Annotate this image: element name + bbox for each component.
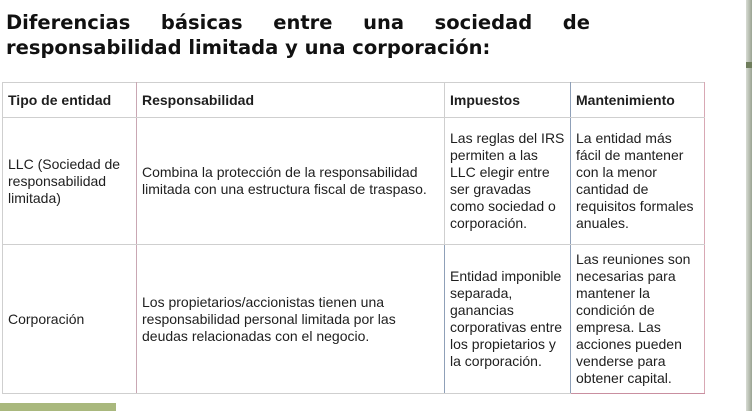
table-header-row (3, 83, 705, 118)
cell-mantenimiento-corporacion: Las reuniones son necesarias para mantener la condición de empresa. Las acciones pueden venderse para obtener capital. (571, 245, 705, 394)
title-line-1: Diferencias básicas entre una sociedad de (6, 11, 590, 34)
cell-tipo-corporacion: Corporación (3, 245, 137, 394)
comparison-table (2, 82, 705, 394)
cell-tipo-llc: LLC (Sociedad de responsabilidad limitada) (3, 118, 137, 245)
table-row (3, 118, 705, 245)
cell-impuestos-llc: Las reglas del IRS permiten a las LLC elegir entre ser gravadas como sociedad o corporación. (445, 118, 571, 245)
page-title (6, 10, 606, 60)
cell-responsabilidad-corporacion: Los propietarios/accionistas tienen una responsabilidad personal limitada por las deudas relacionadas con el negocio. (137, 245, 445, 394)
cell-mantenimiento-llc: La entidad más fácil de mantener con la menor cantidad de requisitos formales anuales. (571, 118, 705, 245)
table-row (3, 245, 705, 394)
cell-impuestos-corporacion: Entidad imponible separada, ganancias corporativas entre los propietarios y la corporación. (445, 245, 571, 394)
cell-responsabilidad-llc: Combina la protección de la responsabilidad limitada con una estructura fiscal de traspaso. (137, 118, 445, 245)
title-line-2: responsabilidad limitada y una corporación: (6, 36, 491, 59)
header-mantenimiento: Mantenimiento (571, 83, 705, 118)
header-tipo-de-entidad: Tipo de entidad (3, 83, 137, 118)
slide-edge-strip (746, 0, 752, 411)
header-responsabilidad: Responsabilidad (137, 83, 445, 118)
accent-bar (0, 403, 116, 411)
header-impuestos: Impuestos (445, 83, 571, 118)
comparison-table-container (2, 82, 705, 394)
